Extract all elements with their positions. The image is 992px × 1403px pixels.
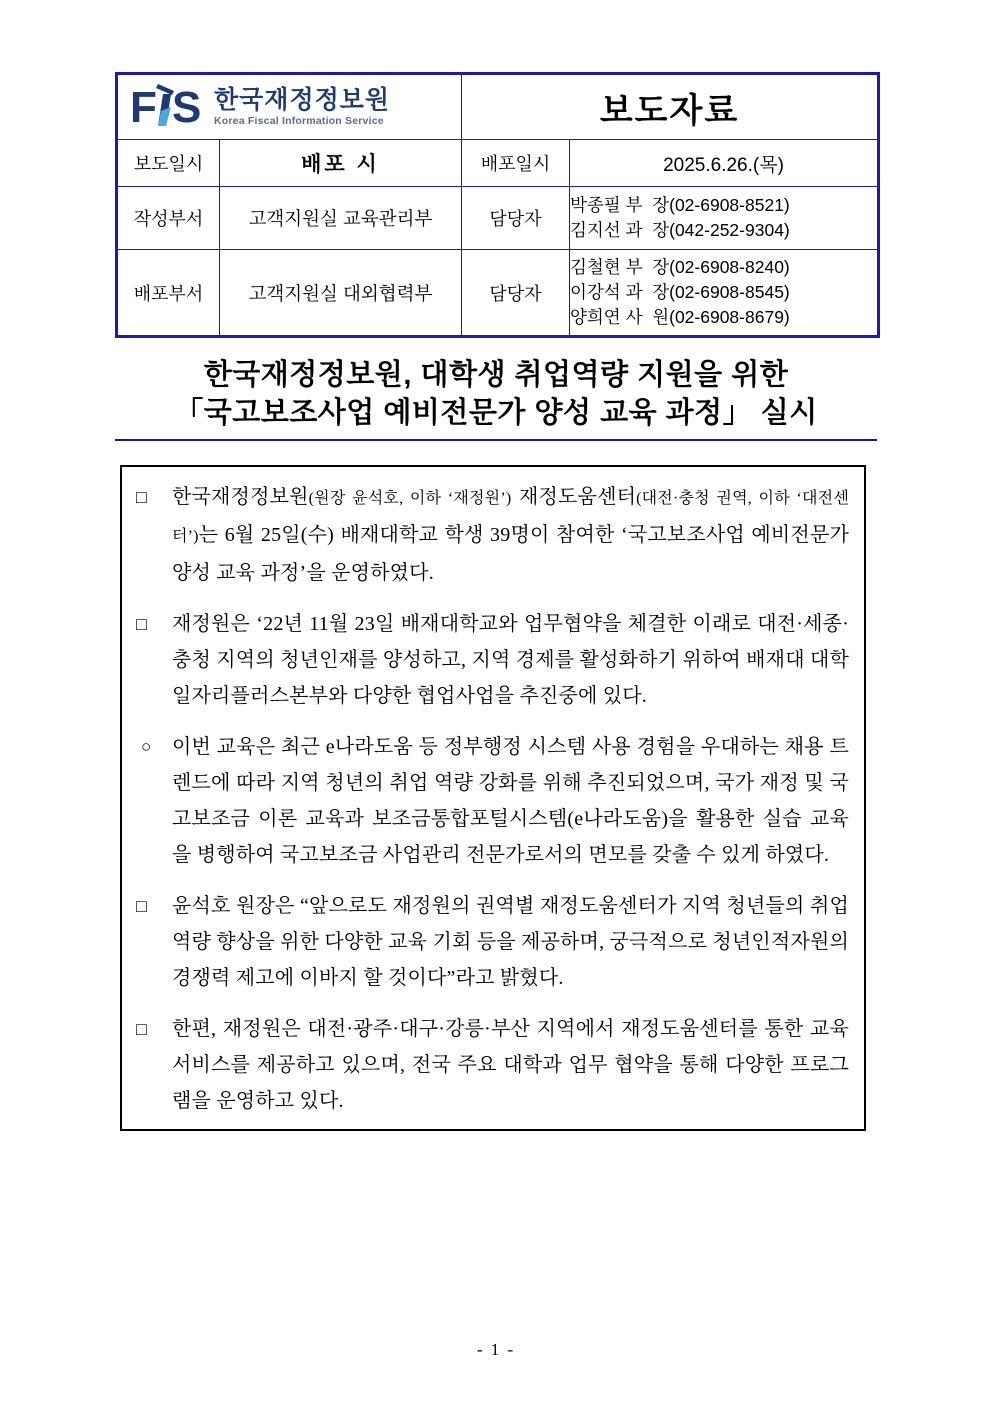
author-contacts	[570, 187, 879, 250]
table-row-release-dept	[117, 250, 879, 337]
author-dept-label: 작성부서	[117, 187, 220, 250]
paragraph-text: 윤석호 원장은 “앞으로도 재정원의 권역별 재정도움센터가 지역 청년들의 취업역량 향상을 위한 다양한 교육 기회 등을 제공하며, 궁극적으로 청년인적자원의 경쟁력 제고에 이바지 할 것이다”라고 밝혔다.	[172, 895, 849, 989]
masthead-info-table	[115, 72, 880, 338]
doc-type-title: 보도자료	[599, 91, 740, 130]
table-row-author-dept	[117, 187, 879, 250]
paragraph-text: 한편, 재정원은 대전·광주·대구·강릉·부산 지역에서 재정도움센터를 통한 교육 서비스를 제공하고 있으며, 전국 주요 대학과 업무 협약을 통해 다양한 프로그램을 운영하고 있다.	[172, 1018, 849, 1112]
paragraph	[136, 479, 849, 591]
org-name-group	[214, 87, 390, 127]
paragraph-text: 한국재정정보원(원장 윤석호, 이하 ‘재정원’) 재정도움센터(대전·충청 권역, 이하 ‘대전센터’)는 6월 25일(수) 배재대학교 학생 39명이 참여한 ‘국고보조사업 예비전문가 양성 교육 과정’을 운영하였다.	[172, 486, 849, 584]
report-datetime-value: 배포 시	[220, 140, 462, 187]
release-datetime-label: 배포일시	[462, 140, 570, 187]
page-number: - 1 -	[476, 1340, 516, 1359]
fis-logo	[118, 82, 461, 133]
headline-line-1: 한국재정정보원, 대학생 취업역량 지원을 위한	[203, 359, 789, 391]
paragraph	[136, 729, 849, 873]
press-headline	[115, 356, 877, 432]
paragraph	[136, 1011, 849, 1119]
masthead-row	[117, 74, 879, 140]
fis-logo-icon	[130, 82, 204, 133]
author-dept-value: 고객지원실 교육관리부	[220, 187, 462, 250]
release-contact-label: 담당자	[462, 250, 570, 337]
release-contacts	[570, 250, 879, 337]
author-contact-label: 담당자	[462, 187, 570, 250]
paragraph-bullet: □	[136, 487, 147, 507]
paragraph-bullet: □	[136, 1019, 147, 1039]
paragraph-text: 이번 교육은 최근 e나라도움 등 정부행정 시스템 사용 경험을 우대하는 채용 트렌드에 따라 지역 청년의 취업 역량 강화를 위해 추진되었으며, 국가 재정 및 국고보조금 이론 교육과 보조금통합포털시스템(e나라도움)을 활용한 실습 교육을 병행하여 국고보조금 사업관리 전문가로서의 면모를 갖출 수 있게 하였다.	[172, 736, 849, 866]
release-dept-label: 배포부서	[117, 250, 220, 337]
contact-line: 박종필 부 장(02-6908-8521)	[570, 195, 790, 215]
release-datetime-value: 2025.6.26.(목)	[570, 140, 879, 187]
paragraph	[136, 606, 849, 714]
org-name-korean: 한국재정정보원	[214, 86, 391, 114]
doc-type-cell	[462, 74, 879, 140]
body-box	[120, 465, 866, 1131]
release-dept-value: 고객지원실 대외협력부	[220, 250, 462, 337]
document-content	[115, 72, 877, 1131]
table-row-report-date	[117, 140, 879, 187]
paragraph-text: 재정원은 ‘22년 11월 23일 배재대학교와 업무협약을 체결한 이래로 대전·세종·충청 지역의 청년인재를 양성하고, 지역 경제를 활성화하기 위하여 배재대 대학일자리플러스본부와 다양한 협업사업을 추진중에 있다.	[172, 613, 849, 707]
paragraph-bullet: ○	[141, 737, 152, 756]
contact-line: 이강석 과 장(02-6908-8545)	[570, 282, 790, 302]
svg-text:S: S	[172, 82, 202, 128]
report-datetime-label: 보도일시	[117, 140, 220, 187]
contact-line: 김지선 과 장(042-252-9304)	[570, 220, 790, 240]
paragraph-bullet: □	[136, 614, 147, 634]
contact-line: 양희연 사 원(02-6908-8679)	[570, 307, 790, 327]
contact-line: 김철현 부 장(02-6908-8240)	[570, 257, 790, 277]
paragraph-bullet: □	[136, 896, 147, 916]
body-paragraphs	[136, 479, 849, 1119]
org-name-english: Korea Fiscal Information Service	[214, 115, 384, 127]
svg-text:F: F	[130, 82, 157, 128]
paragraph	[136, 888, 849, 996]
headline-underline	[115, 439, 877, 441]
logo-cell	[117, 74, 462, 140]
headline-line-2: 「국고보조사업 예비전문가 양성 교육 과정」 실시	[174, 397, 818, 429]
